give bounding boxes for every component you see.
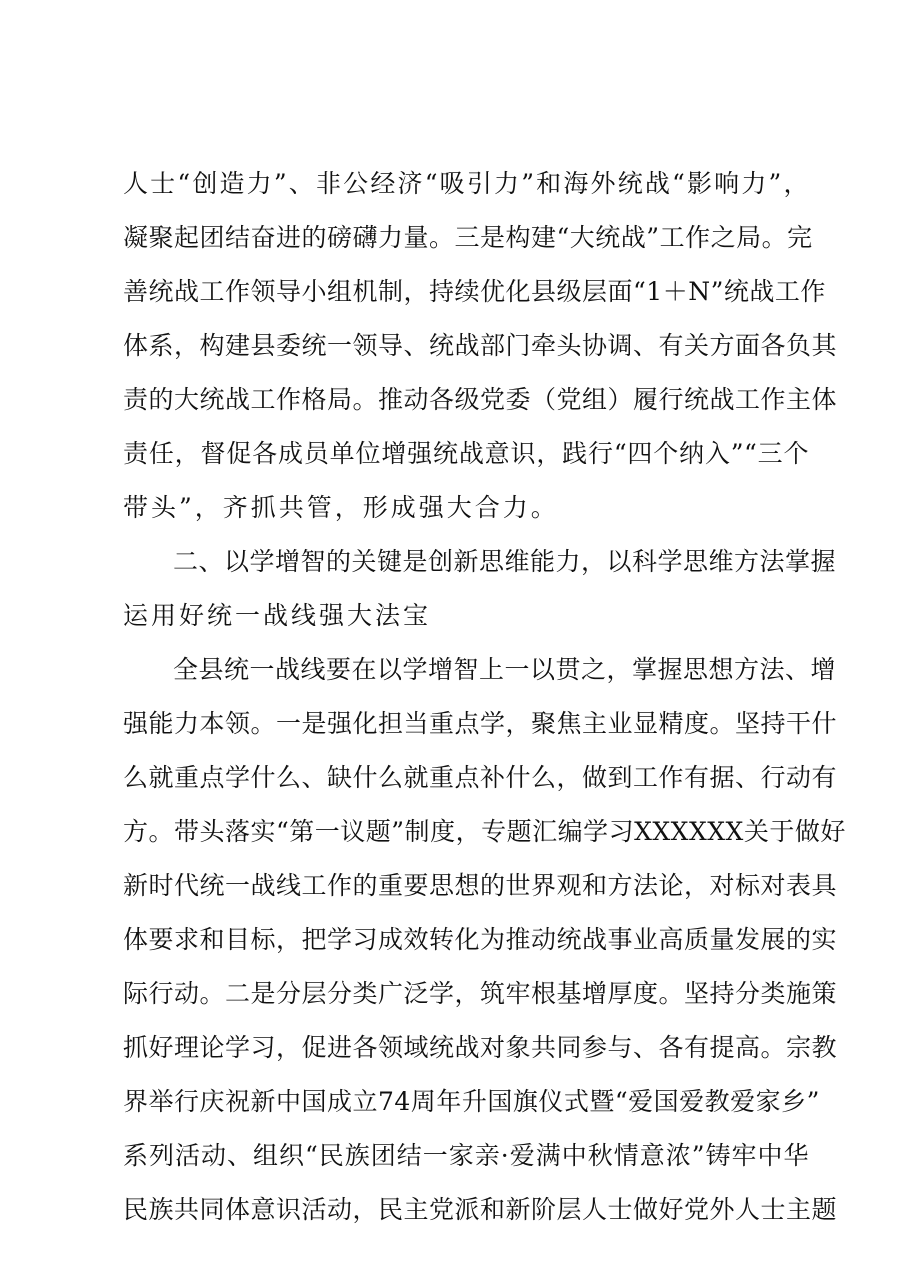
text-line: [123, 427, 809, 481]
text-line-content: 抓好理论学习，促进各领域统战对象共同参与、各有提高。宗教: [123, 1033, 838, 1062]
text-line: [123, 913, 838, 967]
text-line: [123, 643, 837, 697]
section-heading-line: [123, 535, 837, 589]
section-heading-text: 运用好统一战线强大法宝: [123, 601, 432, 630]
text-line: [123, 481, 809, 535]
text-line: [123, 1021, 838, 1075]
text-line-content: 凝聚起团结奋进的磅礴力量。三是构建“大统战”工作之局。完: [123, 223, 813, 252]
text-line: [123, 265, 826, 319]
text-line: [123, 211, 813, 265]
document-body: [123, 157, 846, 1237]
text-line-content: 带头”，齐抓共管，形成强大合力。: [123, 493, 559, 522]
section-heading-line: [123, 589, 809, 643]
text-line-content: 际行动。二是分层分类广泛学，筑牢根基增厚度。坚持分类施策: [123, 979, 838, 1008]
text-line: [123, 157, 809, 211]
text-line-content: 界举行庆祝新中国成立74周年升国旗仪式暨“爱国爱教爱家乡”: [123, 1087, 820, 1116]
text-line-content: 人士“创造力”、非公经济“吸引力”和海外统战“影响力”，: [123, 169, 809, 198]
text-line-content: 全县统一战线要在以学增智上一以贯之，掌握思想方法、增: [173, 655, 837, 684]
text-line: [123, 967, 838, 1021]
text-line: [123, 1075, 820, 1129]
text-line: [123, 859, 838, 913]
text-line-content: 善统战工作领导小组机制，持续优化县级层面“1＋N”统战工作: [123, 277, 826, 306]
text-line-content: 系列活动、组织“民族团结一家亲·爱满中秋情意浓”铸牢中华: [123, 1141, 809, 1170]
text-line: [123, 805, 846, 859]
text-line-content: 民族共同体意识活动，民主党派和新阶层人士做好党外人士主题: [123, 1195, 838, 1224]
text-line: [123, 751, 838, 805]
text-line-content: 责的大统战工作格局。推动各级党委（党组）履行统战工作主体: [123, 385, 838, 414]
text-line: [123, 373, 838, 427]
text-line-content: 方。带头落实“第一议题”制度，专题汇编学习XXXXXX关于做好: [123, 817, 846, 846]
text-line-content: 体系，构建县委统一领导、统战部门牵头协调、有关方面各负其: [123, 331, 838, 360]
text-line: [123, 1129, 809, 1183]
text-line-content: 责任，督促各成员单位增强统战意识，践行“四个纳入”“三个: [123, 439, 809, 468]
text-line: [123, 1183, 838, 1237]
text-line: [123, 697, 838, 751]
text-line-content: 么就重点学什么、缺什么就重点补什么，做到工作有据、行动有: [123, 763, 838, 792]
section-heading-text: 二、以学增智的关键是创新思维能力，以科学思维方法掌握: [173, 547, 837, 576]
text-line: [123, 319, 838, 373]
text-line-content: 强能力本领。一是强化担当重点学，聚焦主业显精度。坚持干什: [123, 709, 838, 738]
text-line-content: 体要求和目标，把学习成效转化为推动统战事业高质量发展的实: [123, 925, 838, 954]
text-line-content: 新时代统一战线工作的重要思想的世界观和方法论，对标对表具: [123, 871, 838, 900]
